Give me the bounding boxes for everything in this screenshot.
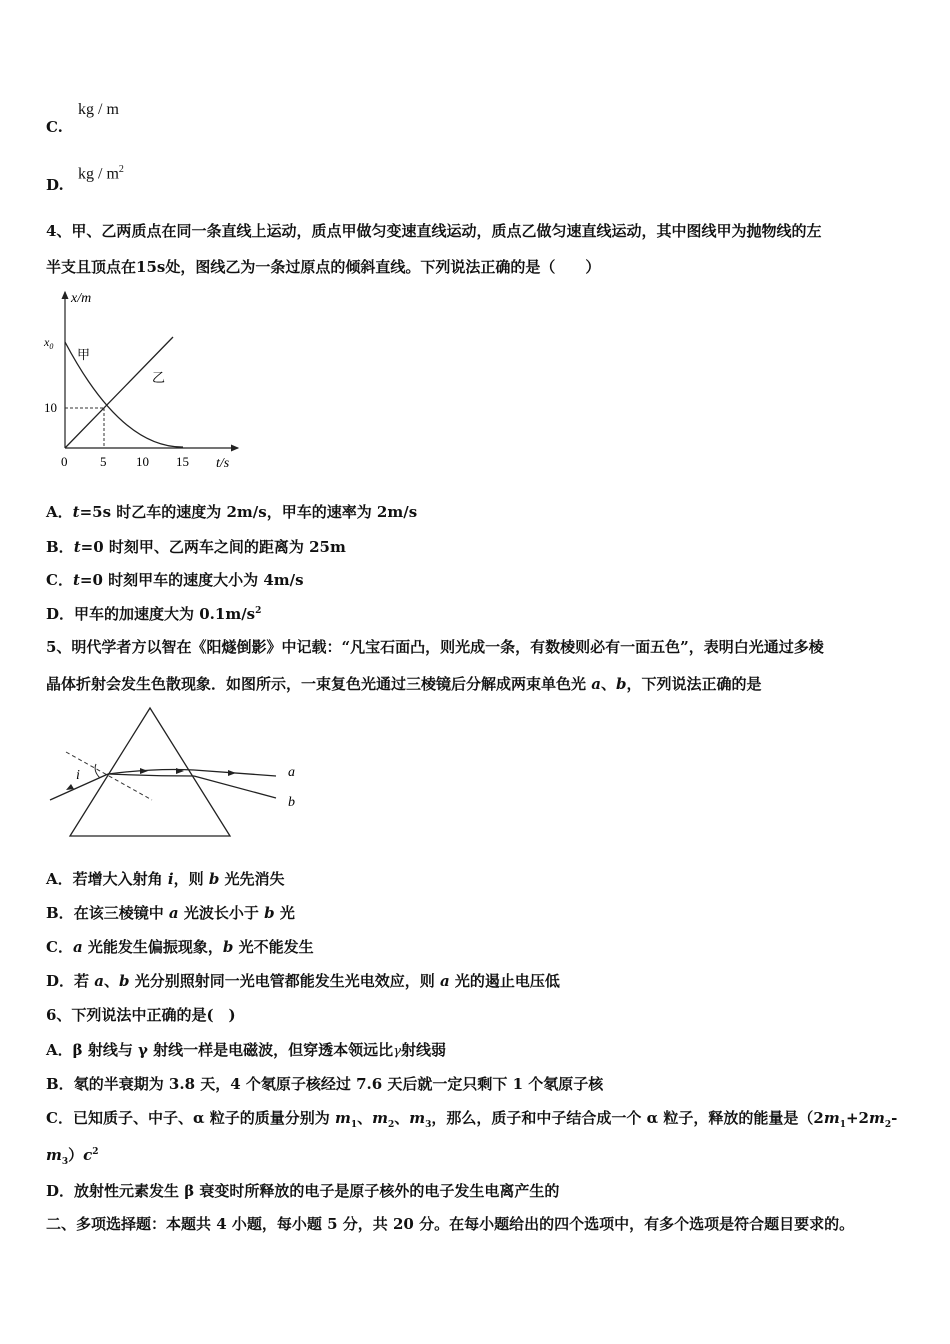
q5-stem-line2: 晶体折射会发生色散现象．如图所示，一束复色光通过三棱镜后分解成两束单色光 a、b，下列说法正确的是 <box>46 675 762 693</box>
section2-heading: 二、多项选择题：本题共 4 小题，每小题 5 分，共 20 分。在每小题给出的四个选项中，有多个选项是符合题目要求的。 <box>46 1215 855 1233</box>
ray-b-inside <box>108 774 194 776</box>
option-label: D. <box>46 176 64 194</box>
q6-option-c-line1: C．已知质子、中子、α 粒子的质量分别为 $m_1$、$m_2$、$m_3$，那么，质子和中子结合成一个 α 粒子，释放的能量是（$2m_1+2m_2-$ <box>46 1109 898 1130</box>
ray-a-label: a <box>288 765 295 780</box>
ray-b-out <box>194 776 276 798</box>
label-yi: 乙 <box>152 370 166 385</box>
x0-label: $x_0$ <box>44 335 54 351</box>
inside-arrow-1 <box>140 768 148 774</box>
q5-option-b: B．在该三棱镜中 a 光波长小于 b 光 <box>46 904 295 922</box>
q4-xt-graph <box>40 286 250 476</box>
q4-stem-line2: 半支且顶点在15s处，图线乙为一条过原点的倾斜直线。下列说法正确的是（ ） <box>46 258 601 276</box>
q6-option-a: A．β 射线与 γ 射线一样是电磁波，但穿透本领远比γ射线弱 <box>46 1041 446 1059</box>
q4-option-c: C．t=0 时刻甲车的速度大小为 4m/s <box>46 571 304 589</box>
option-c-formula: kg / m <box>78 101 119 118</box>
prism <box>70 708 230 836</box>
option-c-prev <box>46 118 63 136</box>
x-tick-5: 5 <box>100 454 107 469</box>
incident-arrow <box>66 784 74 790</box>
angle-i-label: i <box>76 768 80 783</box>
option-label: C. <box>46 118 63 136</box>
q5-option-c: C．a 光能发生偏振现象，b 光不能发生 <box>46 938 314 956</box>
q6-option-b: B．氡的半衰期为 3.8 天，4 个氡原子核经过 7.6 天后就一定只剩下 1 个氡原子核 <box>46 1075 604 1093</box>
q6-title: 6、下列说法中正确的是( ) <box>46 1006 236 1024</box>
q5-option-d: D．若 a、b 光分别照射同一光电管都能发生光电效应，则 a 光的遏止电压低 <box>46 972 560 990</box>
y-tick-10: 10 <box>44 400 57 415</box>
out-arrow <box>228 770 236 776</box>
y-axis-label: x/m <box>71 291 92 306</box>
q4-option-b: B．t=0 时刻甲、乙两车之间的距离为 25m <box>46 538 346 556</box>
q5-stem-line1: 5、明代学者方以智在《阳燧倒影》中记载：“凡宝石面凸，则光成一条，有数棱则必有一面五色”，表明白光通过多棱 <box>46 638 824 656</box>
q5-option-a: A．若增大入射角 i，则 b 光先消失 <box>46 870 285 888</box>
q4-stem-line1: 4、甲、乙两质点在同一条直线上运动，质点甲做匀变速直线运动，质点乙做匀速直线运动，其中图线甲为抛物线的左 <box>46 222 822 240</box>
q4-option-a: A．t=5s 时乙车的速度为 2m/s，甲车的速率为 2m/s <box>46 503 418 521</box>
x-tick-10: 10 <box>136 454 149 469</box>
x-tick-0: 0 <box>61 454 68 469</box>
q4-option-d: D．甲车的加速度大为 $0.1m/s^2$ <box>46 605 262 623</box>
q6-option-c-line2: $m_3)c^2$ <box>46 1146 99 1167</box>
x-axis-label: t/s <box>216 456 230 471</box>
ray-b-label: b <box>288 795 295 810</box>
label-jia: 甲 <box>77 347 91 362</box>
x-tick-15: 15 <box>176 454 189 469</box>
q5-prism-figure <box>44 704 314 844</box>
option-d-prev <box>46 176 64 194</box>
inside-arrow-2 <box>176 768 184 774</box>
option-d-formula: kg / $m^2$ <box>78 164 124 183</box>
q6-option-d: D．放射性元素发生 β 衰变时所释放的电子是原子核外的电子发生电离产生的 <box>46 1182 560 1200</box>
